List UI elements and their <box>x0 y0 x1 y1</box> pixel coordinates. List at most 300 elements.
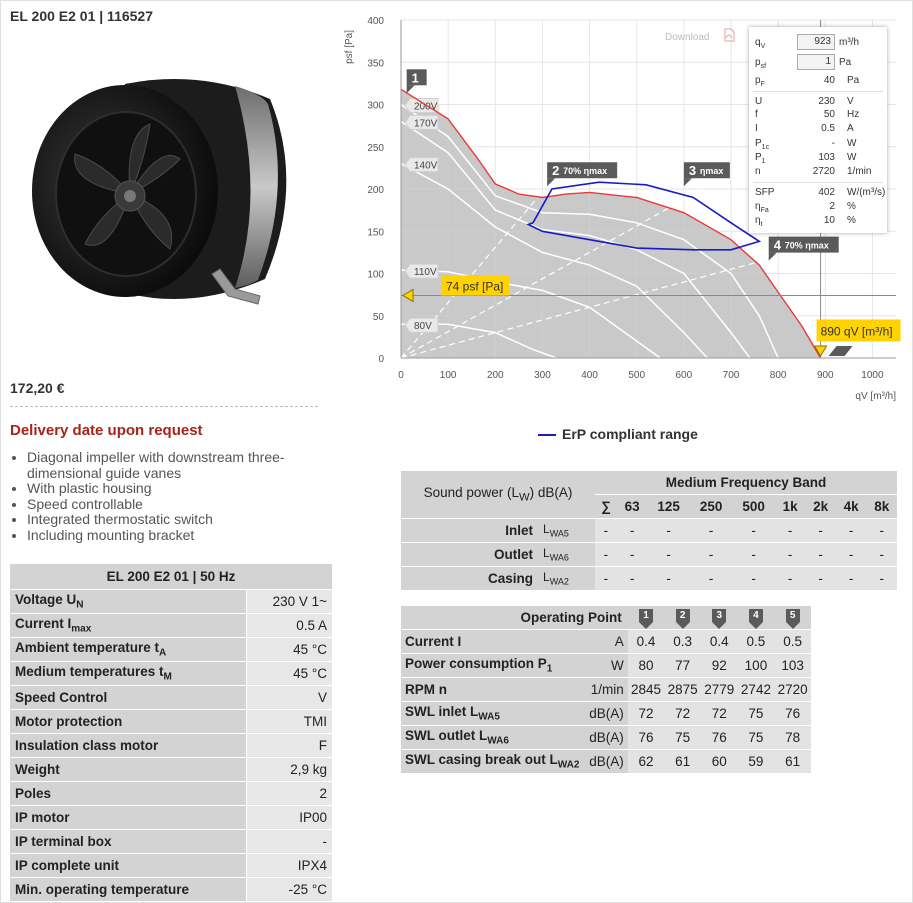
x-axis-title: qV [m³/h] <box>855 391 896 402</box>
op-row <box>401 750 811 774</box>
info-key <box>755 215 763 228</box>
sound-value: - <box>647 567 690 591</box>
sound-freq-header: 4k <box>836 495 867 519</box>
spec-row <box>10 830 332 854</box>
op-value: 0.3 <box>664 630 701 654</box>
spec-label-text: Motor protection <box>15 714 123 729</box>
op-value: 92 <box>701 654 738 678</box>
op-value: 72 <box>664 702 701 726</box>
sound-freq-header: 500 <box>732 495 775 519</box>
spec-value: IPX4 <box>247 854 332 878</box>
sound-freq-header: ∑ <box>595 495 617 519</box>
op-value: 2779 <box>701 678 738 702</box>
info-key-text: I <box>755 123 758 134</box>
y-tick-label: 0 <box>378 354 384 365</box>
op-point-header <box>738 606 775 630</box>
info-key-subscript: 1c <box>761 144 770 151</box>
op-row-label-subscript: 1 <box>546 663 553 675</box>
op-value: 76 <box>628 726 665 750</box>
spec-label <box>10 806 247 830</box>
spec-label-text: Insulation class motor <box>15 738 159 753</box>
op-value: 59 <box>738 750 775 774</box>
info-key-text: SFP <box>755 187 775 198</box>
op-row-label-text: SWL casing break out L <box>405 752 558 768</box>
op-header-row <box>401 606 811 630</box>
info-key <box>755 201 769 214</box>
sound-value: - <box>595 543 617 567</box>
op-row-label-text: Current I <box>405 634 462 649</box>
op-row-label-subscript: WA6 <box>487 735 509 747</box>
sound-row <box>401 567 897 591</box>
x-tick-label: 700 <box>722 370 740 381</box>
info-unit: % <box>847 215 856 226</box>
info-row <box>755 96 883 109</box>
sound-value: - <box>866 543 897 567</box>
spec-row <box>10 686 332 710</box>
op-value: 72 <box>701 702 738 726</box>
x-tick-label: 900 <box>816 370 834 381</box>
sound-value: - <box>732 519 775 543</box>
sound-value: - <box>866 567 897 591</box>
speed-curve-label: 80V <box>414 321 432 333</box>
y-tick-label: 150 <box>367 227 384 239</box>
operating-point-number: 2 <box>552 163 560 179</box>
sound-symbol-subscript: WA6 <box>549 552 569 563</box>
info-key-text: P <box>755 152 762 163</box>
sound-value: - <box>617 519 648 543</box>
info-unit: 1/min <box>847 166 872 177</box>
spec-label <box>10 758 247 782</box>
feature-item: • Speed controllable <box>27 497 327 513</box>
op-value: 2742 <box>738 678 775 702</box>
op-value: 78 <box>774 726 811 750</box>
download-link[interactable]: Download <box>665 32 710 43</box>
sound-value: - <box>732 567 775 591</box>
operating-point-info-box <box>749 27 887 233</box>
spec-table-header: EL 200 E2 01 | 50 Hz <box>10 564 332 590</box>
info-value: 50 <box>823 109 835 120</box>
op-point-label: 1 <box>639 609 653 622</box>
spec-label <box>10 734 247 758</box>
spec-label <box>10 878 247 902</box>
spec-label <box>10 686 247 710</box>
spec-value: 2,9 kg <box>247 758 332 782</box>
info-key-subscript: Fa <box>760 207 769 214</box>
info-key-text: f <box>755 109 758 120</box>
op-value: 0.4 <box>701 630 738 654</box>
info-unit: A <box>847 123 854 134</box>
info-unit: V <box>847 96 854 107</box>
spec-label-text: IP terminal box <box>15 834 112 849</box>
op-row-label-subscript: WA2 <box>557 759 580 771</box>
x-tick-label: 300 <box>534 370 551 381</box>
operating-point-tag: 70% ηmax <box>784 240 829 251</box>
info-value: 103 <box>818 152 835 163</box>
spec-label <box>10 590 247 614</box>
op-value: 72 <box>628 702 665 726</box>
feature-item: • With plastic housing <box>27 481 327 497</box>
spec-table <box>10 564 332 902</box>
spec-label-text: IP complete unit <box>15 858 120 873</box>
info-key-text: U <box>755 96 763 107</box>
x-tick-label: 400 <box>581 370 598 381</box>
spec-label-text: Current I <box>15 616 72 632</box>
info-key <box>755 152 766 165</box>
sound-freq-header: 125 <box>647 495 690 519</box>
sound-title-subscript: W <box>518 491 530 504</box>
op-point-header <box>701 606 738 630</box>
info-key <box>755 37 765 50</box>
x-tick-label: 100 <box>439 370 457 381</box>
op-point-pointer <box>676 622 690 629</box>
op-value: 60 <box>701 750 738 774</box>
sound-row-symbol <box>541 519 595 543</box>
info-unit: % <box>847 201 856 212</box>
info-value: 10 <box>823 215 835 226</box>
y-axis-title: psf [Pa] <box>344 30 355 64</box>
y-tick-label: 50 <box>372 311 384 323</box>
legend-label: ErP compliant range <box>562 426 698 442</box>
info-value: 2 <box>829 201 835 212</box>
info-key-text: n <box>755 166 761 177</box>
info-key-text: η <box>755 215 761 226</box>
product-image <box>30 64 290 314</box>
spec-value: IP00 <box>247 806 332 830</box>
info-value: 2720 <box>812 166 835 177</box>
spec-value: -25 °C <box>247 878 332 902</box>
pdf-download-icon[interactable] <box>722 28 736 42</box>
spec-row <box>10 782 332 806</box>
sound-value: - <box>617 543 648 567</box>
spec-label-text: Medium temperatures t <box>15 664 164 680</box>
info-key <box>755 187 774 198</box>
sound-value: - <box>595 519 617 543</box>
info-row <box>755 215 883 228</box>
speed-curve-label: 140V <box>414 160 438 172</box>
spec-row <box>10 614 332 638</box>
operating-point-number: 4 <box>773 237 781 253</box>
sound-value: - <box>805 543 836 567</box>
spec-row <box>10 638 332 662</box>
spec-row <box>10 590 332 614</box>
sound-symbol-subscript: WA2 <box>549 576 569 587</box>
sound-value: - <box>775 543 806 567</box>
spec-row <box>10 854 332 878</box>
spec-label-text: Voltage U <box>15 592 77 608</box>
op-row-label-text: Power consumption P <box>405 656 547 672</box>
spec-label-text: Min. operating temperature <box>15 882 190 897</box>
feature-item: • Diagonal impeller with downstream three-dimensional guide vanes <box>27 450 327 481</box>
sound-symbol-subscript: WA5 <box>549 528 569 539</box>
info-key-subscript: F <box>760 81 765 88</box>
op-value: 2845 <box>628 678 665 702</box>
sound-value: - <box>617 567 648 591</box>
sound-freq-header: 2k <box>805 495 836 519</box>
op-value: 75 <box>738 726 775 750</box>
sound-value: - <box>775 519 806 543</box>
op-row <box>401 654 811 678</box>
op-value: 76 <box>774 702 811 726</box>
spec-label <box>10 638 247 662</box>
info-row <box>755 152 883 165</box>
sound-symbol-text: L <box>543 522 550 537</box>
sound-value: - <box>805 519 836 543</box>
op-value: 75 <box>738 702 775 726</box>
sound-title-unit: ) dB(A) <box>529 485 573 501</box>
sound-value: - <box>647 519 690 543</box>
op-header: Operating Point <box>401 606 628 630</box>
info-unit: W <box>847 138 857 149</box>
info-row <box>755 123 883 136</box>
sound-value: - <box>732 543 775 567</box>
op-value: 76 <box>701 726 738 750</box>
y-tick-label: 400 <box>367 16 384 27</box>
sound-freq-header: 8k <box>866 495 897 519</box>
info-key-text: q <box>755 37 761 48</box>
divider <box>10 406 318 407</box>
spec-value: TMI <box>247 710 332 734</box>
op-row-label <box>401 630 586 654</box>
sound-band-header: Medium Frequency Band <box>595 471 897 495</box>
spec-row <box>10 758 332 782</box>
info-key-text: p <box>755 75 761 86</box>
operating-point-tag: 70% ηmax <box>563 166 608 177</box>
op-point-header <box>628 606 665 630</box>
sound-row-symbol <box>541 567 595 591</box>
y-tick-label: 200 <box>367 185 384 196</box>
spec-row <box>10 662 332 686</box>
info-key <box>755 166 761 177</box>
info-unit: Hz <box>847 109 860 120</box>
info-separator <box>753 182 883 183</box>
feature-item: • Including mounting bracket <box>27 528 327 544</box>
op-row-label-text: SWL outlet L <box>405 728 488 744</box>
sound-value: - <box>836 567 867 591</box>
info-value: 0.5 <box>821 123 835 134</box>
info-separator <box>753 91 883 92</box>
sound-row-label: Inlet <box>401 519 541 543</box>
spec-value: - <box>247 830 332 854</box>
sound-value: - <box>805 567 836 591</box>
spec-label-subscript: N <box>76 599 84 611</box>
spec-label-subscript: A <box>159 647 167 659</box>
price: 172,20 € <box>10 380 65 396</box>
op-point-header <box>664 606 701 630</box>
spec-label-text: Weight <box>15 762 60 777</box>
legend-line-swatch <box>538 434 556 436</box>
op-value: 2875 <box>664 678 701 702</box>
op-row-unit: dB(A) <box>586 750 628 774</box>
op-point-label: 5 <box>786 609 800 622</box>
spec-value: V <box>247 686 332 710</box>
sound-symbol-text: L <box>543 546 550 561</box>
op-row-unit: dB(A) <box>586 702 628 726</box>
sound-value: - <box>836 543 867 567</box>
op-value: 61 <box>664 750 701 774</box>
op-row-label <box>401 654 586 678</box>
sound-power-table <box>401 471 897 591</box>
spec-row <box>10 878 332 902</box>
sound-value: - <box>690 567 733 591</box>
info-row <box>755 201 883 214</box>
op-row-unit: 1/min <box>586 678 628 702</box>
operating-point-number: 1 <box>411 70 419 86</box>
sound-value: - <box>647 543 690 567</box>
spec-label <box>10 662 247 686</box>
info-key <box>755 96 762 107</box>
x-tick-label: 600 <box>675 370 693 381</box>
spec-value: 230 V 1~ <box>247 590 332 614</box>
op-row <box>401 726 811 750</box>
op-row <box>401 630 811 654</box>
op-point-pointer <box>639 622 653 629</box>
x-tick-label: 0 <box>398 370 404 381</box>
info-key <box>755 109 758 120</box>
sound-value: - <box>866 519 897 543</box>
sound-header-row <box>401 471 897 495</box>
info-row <box>755 109 883 122</box>
spec-label-subscript: max <box>71 623 92 635</box>
info-unit: W <box>847 152 857 163</box>
sound-row <box>401 543 897 567</box>
sound-freq-header: 63 <box>617 495 648 519</box>
speed-curve-label: 170V <box>414 118 438 130</box>
op-row-unit: A <box>586 630 628 654</box>
sound-symbol-text: L <box>543 570 550 585</box>
spec-label-text: Ambient temperature t <box>15 640 160 656</box>
op-row-label-text: RPM n <box>405 682 447 697</box>
operating-point-table <box>401 606 811 774</box>
spec-value: F <box>247 734 332 758</box>
chart-legend <box>538 426 698 442</box>
op-row-label <box>401 678 586 702</box>
sound-value: - <box>595 567 617 591</box>
info-value: - <box>831 138 835 149</box>
x-tick-label: 800 <box>769 370 787 381</box>
y-tick-label: 250 <box>367 142 384 154</box>
y-tick-label: 300 <box>367 100 384 112</box>
info-row <box>755 57 883 70</box>
spec-label <box>10 782 247 806</box>
op-point-label: 2 <box>676 609 690 622</box>
spec-label-text: Poles <box>15 786 52 801</box>
op-value: 103 <box>774 654 811 678</box>
spec-label <box>10 830 247 854</box>
sound-value: - <box>836 519 867 543</box>
feature-list <box>10 450 327 543</box>
sound-freq-header: 250 <box>690 495 733 519</box>
info-key-subscript: 1 <box>761 158 766 165</box>
info-row <box>755 37 883 50</box>
op-row-label-subscript: WA5 <box>478 711 500 723</box>
spec-label <box>10 614 247 638</box>
info-key <box>755 57 766 70</box>
op-row-label <box>401 702 586 726</box>
op-row-label <box>401 750 586 774</box>
op-value: 0.5 <box>774 630 811 654</box>
x-tick-label: 500 <box>628 370 646 381</box>
delivery-status: Delivery date upon request <box>10 422 203 439</box>
op-point-pointer <box>749 622 763 629</box>
x-tick-label: 1000 <box>861 370 884 381</box>
info-row <box>755 166 883 179</box>
spec-label <box>10 710 247 734</box>
info-row <box>755 138 883 151</box>
spec-value: 45 °C <box>247 638 332 662</box>
sound-title <box>401 471 595 519</box>
op-row-label-text: SWL inlet L <box>405 704 479 720</box>
spec-row <box>10 806 332 830</box>
info-unit: W/(m³/s) <box>847 187 886 198</box>
feature-item: • Integrated thermostatic switch <box>27 512 327 528</box>
op-value: 0.5 <box>738 630 775 654</box>
x-tick-label: 200 <box>486 370 504 381</box>
sound-freq-header: 1k <box>775 495 806 519</box>
operating-point-number: 3 <box>688 163 697 179</box>
op-value: 0.4 <box>628 630 665 654</box>
op-point-label: 3 <box>712 609 726 622</box>
info-key-subscript: t <box>760 221 763 228</box>
x-value-label: 890 qV [m³/h] <box>820 324 893 339</box>
speed-curve-label: 200V <box>414 101 438 113</box>
spec-row <box>10 710 332 734</box>
sound-row <box>401 519 897 543</box>
op-row <box>401 678 811 702</box>
info-unit: Pa <box>839 57 852 68</box>
sound-value: - <box>775 567 806 591</box>
info-row <box>755 187 886 200</box>
y-tick-label: 100 <box>367 269 384 281</box>
spec-value: 45 °C <box>247 662 332 686</box>
info-value-input[interactable]: 923 <box>797 34 835 50</box>
info-key-text: P <box>755 138 762 149</box>
info-unit: m³/h <box>839 37 859 48</box>
info-unit: Pa <box>847 75 860 86</box>
info-key-subscript: sf <box>760 63 767 70</box>
spec-label-text: Speed Control <box>15 690 108 705</box>
info-value: 40 <box>823 75 835 86</box>
op-value: 2720 <box>774 678 811 702</box>
info-key <box>755 138 769 151</box>
spec-value: 2 <box>247 782 332 806</box>
op-row-unit: W <box>586 654 628 678</box>
op-value: 62 <box>628 750 665 774</box>
info-value: 230 <box>818 96 835 107</box>
spec-value: 0.5 A <box>247 614 332 638</box>
info-key <box>755 75 765 88</box>
op-row-label <box>401 726 586 750</box>
operating-point-tag: ηmax <box>699 166 724 177</box>
spec-label <box>10 854 247 878</box>
info-value: 402 <box>818 187 835 198</box>
sound-title-text: Sound power (L <box>423 485 519 501</box>
op-value: 61 <box>774 750 811 774</box>
sound-row-label: Outlet <box>401 543 541 567</box>
info-row <box>755 75 883 88</box>
info-key <box>755 123 758 134</box>
op-value: 80 <box>628 654 665 678</box>
sound-row-symbol <box>541 543 595 567</box>
info-value-input[interactable]: 1 <box>797 54 835 70</box>
y-value-label: 74 psf [Pa] <box>446 279 504 294</box>
op-value: 75 <box>664 726 701 750</box>
op-point-pointer <box>712 622 726 629</box>
op-row-unit: dB(A) <box>586 726 628 750</box>
sound-value: - <box>690 543 733 567</box>
info-key-subscript: V <box>760 43 766 50</box>
op-value: 100 <box>738 654 775 678</box>
op-point-header <box>774 606 811 630</box>
